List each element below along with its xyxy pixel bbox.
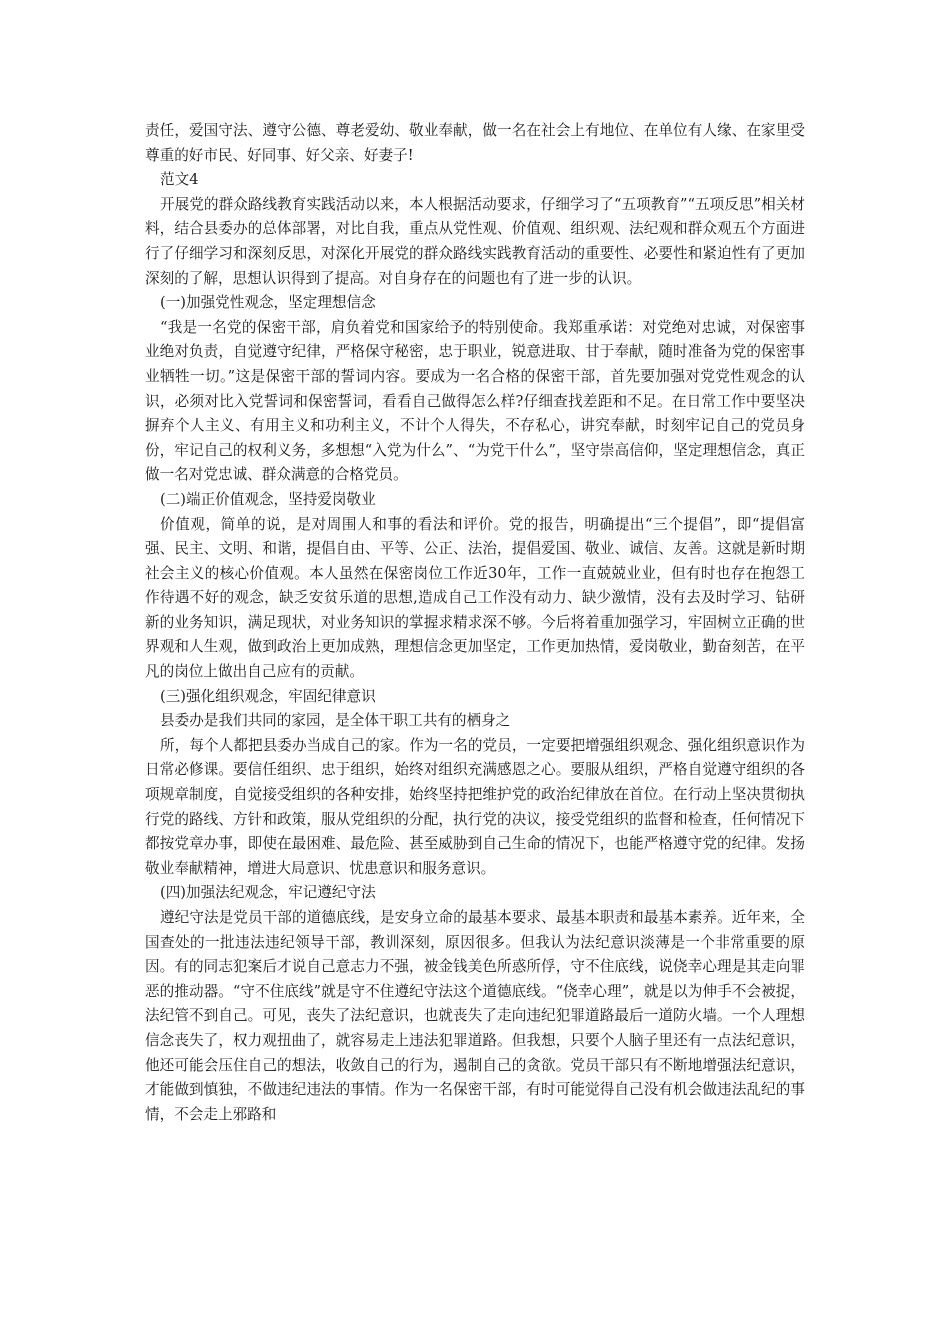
subheading-3: (三)强化组织观念，牢固纪律意识 — [160, 687, 376, 705]
subheading-1: (一)加强党性观念，坚定理想信念 — [160, 294, 376, 312]
paragraph-intro: 开展党的群众路线教育实践活动以来，本人根据活动要求，仔细学习了“五项教育”“五项反思”相关材料，结合县委办的总体部署，对比自我，重点从党性观、价值观、组织观、法纪观和群众观五个方面进行了仔细学习和深刻反思，对深化开展党的群众路线实践教育活动的重要性、必要性和紧迫性有了更加深刻的了解，思想认识得到了提高。对自身存在的问题也有了进一步的认识。 — [145, 195, 805, 287]
paragraph-organization: 所，每个人都把县委办当成自己的家。作为一名的党员，一定要把增强组织观念、强化组织意识作为日常必修课。要信任组织、忠于组织，始终对组织充满感恩之心。要服从组织，严格自觉遵守组织的各项规章制度，自觉接受组织的各种安排，始终坚持把维护党的政治纪律放在首位。在行动上坚决贯彻执行党的路线、方针和政策，服从党组织的分配，执行党的决议，接受党组织的监督和检查，任何情况下都按党章办事，即使在最困难、最危险、甚至威胁到自己生命的情况下，也能严格遵守党的纪律。发扬敬业奉献精神，增进大局意识、忧患意识和服务意识。 — [145, 736, 805, 877]
paragraph-organization-line: 县委办是我们共同的家园，是全体干职工共有的栖身之 — [160, 712, 511, 730]
document-page — [145, 119, 805, 1127]
paragraph-party-spirit: “我是一名党的保密干部，肩负着党和国家给予的特别使命。我郑重承诺：对党绝对忠诚，对保密事业绝对负责，自觉遵守纪律，严格保守秘密，忠于职业，锐意进取、甘于奉献，随时准备为党的保密事业牺牲一切。”这是保密干部的誓词内容。要成为一名合格的保密干部，首先要加强对党党性观念的认识，必须对比入党誓词和保密誓词，看看自己做得怎么样?仔细查找差距和不足。在日常工作中要坚决摒弃个人主义、有用主义和功利主义，不计个人得失，不存私心，讲究奉献，时刻牢记自己的党员身份，牢记自己的权利义务，多想想“入党为什么”、“为党干什么”，坚守崇高信仰，坚定理想信念，真正做一名对党忠诚、群众满意的合格党员。 — [145, 318, 805, 484]
paragraph-values: 价值观，简单的说，是对周围人和事的看法和评价。党的报告，明确提出“三个提倡”，即“提倡富强、民主、文明、和谐，提倡自由、平等、公正、法治，提倡爱国、敬业、诚信、友善。这就是新时期社会主义的核心价值观。本人虽然在保密岗位工作近30年，工作一直兢兢业业，但有时也存在抱怨工作待遇不好的观念，缺乏安贫乐道的思想,造成自己工作没有动力、缺少激情，没有去及时学习、钻研新的业务知识，满足现状，对业务知识的掌握求精求深不够。今后将着重加强学习，牢固树立正确的世界观和人生观，做到政治上更加成熟，理想信念更加坚定，工作更加热情，爱岗敬业，勤奋刻苦，在平凡的岗位上做出自己应有的贡献。 — [145, 515, 805, 681]
paragraph-law: 遵纪守法是党员干部的道德底线，是安身立命的最基本要求、最基本职责和最基本素养。近年来，全国查处的一批违法违纪领导干部，教训深刻，原因很多。但我认为法纪意识淡薄是一个非常重要的原因。有的同志犯案后才说自己意志力不强，被金钱美色所惑所俘，守不住底线，说侥幸心理是其走向罪恶的推动器。“守不住底线”就是守不住遵纪守法这个道德底线。“侥幸心理”，就是以为伸手不会被捉，法纪管不到自己。可见，丧失了法纪意识，也就丧失了走向违纪犯罪道路最后一道防火墙。一个人理想信念丧失了，权力观扭曲了，就容易走上违法犯罪道路。但我想，只要个人脑子里还有一点法纪意识，他还可能会压住自己的想法，收敛自己的行为，遏制自己的贪欲。党员干部只有不断地增强法纪意识，才能做到慎独，不做违纪违法的事情。作为一名保密干部，有时可能觉得自己没有机会做违法乱纪的事情，不会走上邪路和 — [145, 909, 805, 1123]
subheading-2: (二)端正价值观念，坚持爱岗敬业 — [160, 490, 376, 508]
subheading-4: (四)加强法纪观念，牢记遵纪守法 — [160, 884, 376, 902]
paragraph-continuation: 责任，爱国守法、遵守公德、尊老爱幼、敬业奉献，做一名在社会上有地位、在单位有人缘、在家里受尊重的好市民、好同事、好父亲、好妻子! — [145, 122, 805, 164]
section-title-fanwen4: 范文4 — [160, 171, 199, 189]
